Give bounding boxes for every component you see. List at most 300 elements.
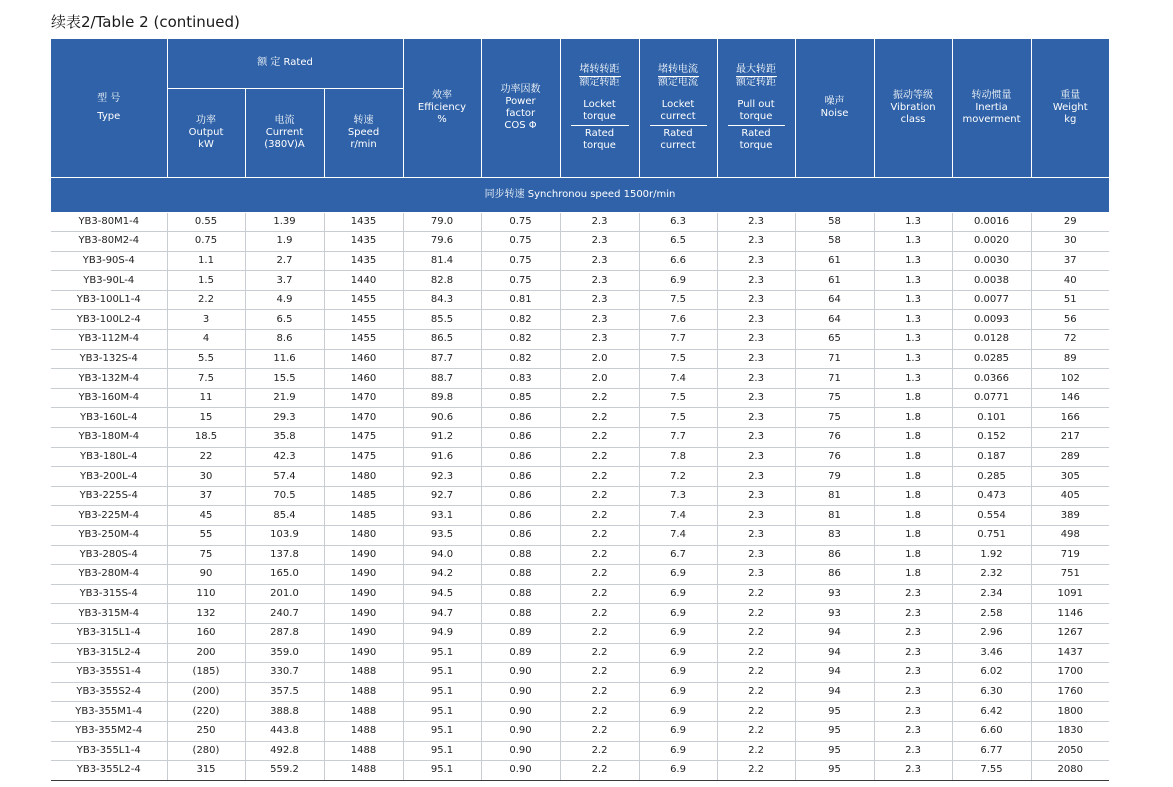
cell-max-torque: 2.2 [717,702,795,722]
table-row [51,486,1109,506]
cell-efficiency: 92.3 [403,467,481,487]
cell-max-torque: 2.3 [717,506,795,526]
cell-inertia: 3.46 [952,643,1031,663]
cell-output: 18.5 [167,428,245,448]
cell-efficiency: 95.1 [403,663,481,683]
cell-power-factor: 0.90 [481,721,560,741]
cell-inertia: 0.285 [952,467,1031,487]
cell-weight: 37 [1031,251,1109,271]
cell-vibration: 1.8 [874,526,952,546]
cell-weight: 305 [1031,467,1109,487]
cell-vibration: 1.3 [874,310,952,330]
cell-power-factor: 0.90 [481,761,560,781]
cell-vibration: 2.3 [874,643,952,663]
cell-noise: 93 [795,584,874,604]
cell-type: YB3-90S-4 [51,251,167,271]
header-noise-en: Noise [820,107,849,119]
cell-speed: 1480 [324,467,403,487]
cell-output: 1.5 [167,271,245,291]
cell-locked-current: 6.7 [639,545,717,565]
cell-output: 132 [167,604,245,624]
cell-vibration: 2.3 [874,682,952,702]
cell-current: 388.8 [245,702,324,722]
table-row [51,310,1109,330]
cell-power-factor: 0.90 [481,741,560,761]
header-rated [167,39,403,88]
cell-efficiency: 88.7 [403,369,481,389]
cell-power-factor: 0.86 [481,408,560,428]
header-pf-l3: COS Φ [504,119,537,131]
cell-efficiency: 93.5 [403,526,481,546]
cell-type: YB3-160L-4 [51,408,167,428]
cell-inertia: 1.92 [952,545,1031,565]
header-lt-bot1: Rated [571,125,629,140]
header-speed-cn: 转速 [353,114,374,126]
table-row [51,526,1109,546]
cell-locked-torque: 2.2 [560,467,639,487]
cell-current: 11.6 [245,349,324,369]
cell-efficiency: 95.1 [403,702,481,722]
cell-weight: 719 [1031,545,1109,565]
cell-type: YB3-315S-4 [51,584,167,604]
cell-output: (200) [167,682,245,702]
cell-speed: 1490 [324,643,403,663]
cell-efficiency: 82.8 [403,271,481,291]
cell-inertia: 6.42 [952,702,1031,722]
cell-type: YB3-132M-4 [51,369,167,389]
cell-power-factor: 0.90 [481,702,560,722]
header-lc-bot1: Rated [650,125,707,140]
cell-max-torque: 2.2 [717,604,795,624]
cell-type: YB3-80M1-4 [51,212,167,232]
table-row [51,330,1109,350]
cell-power-factor: 0.86 [481,447,560,467]
cell-speed: 1490 [324,604,403,624]
cell-power-factor: 0.83 [481,369,560,389]
cell-speed: 1490 [324,623,403,643]
cell-noise: 79 [795,467,874,487]
table-row [51,761,1109,781]
cell-vibration: 1.3 [874,369,952,389]
cell-max-torque: 2.3 [717,526,795,546]
cell-locked-current: 7.5 [639,388,717,408]
cell-current: 4.9 [245,290,324,310]
cell-vibration: 1.3 [874,212,952,232]
cell-weight: 51 [1031,290,1109,310]
cell-locked-current: 7.5 [639,408,717,428]
header-vib-l2: class [900,113,926,125]
table-body [51,212,1109,780]
cell-current: 1.9 [245,232,324,252]
cell-output: 7.5 [167,369,245,389]
cell-vibration: 2.3 [874,604,952,624]
header-mt-top2: torque [739,110,773,122]
cell-power-factor: 0.81 [481,290,560,310]
header-locked-torque [560,39,639,177]
cell-max-torque: 2.3 [717,467,795,487]
cell-speed: 1488 [324,682,403,702]
header-weight-l1: Weight [1052,101,1088,113]
cell-speed: 1455 [324,290,403,310]
table-row [51,251,1109,271]
cell-vibration: 1.8 [874,506,952,526]
cell-weight: 102 [1031,369,1109,389]
cell-locked-torque: 2.2 [560,702,639,722]
cell-noise: 95 [795,721,874,741]
cell-max-torque: 2.2 [717,761,795,781]
cell-max-torque: 2.3 [717,349,795,369]
cell-locked-current: 6.9 [639,623,717,643]
header-output [167,88,245,177]
cell-output: 1.1 [167,251,245,271]
cell-current: 201.0 [245,584,324,604]
cell-locked-current: 6.9 [639,761,717,781]
cell-current: 3.7 [245,271,324,291]
table-row [51,232,1109,252]
cell-current: 287.8 [245,623,324,643]
cell-vibration: 1.3 [874,251,952,271]
cell-speed: 1455 [324,330,403,350]
table-row [51,721,1109,741]
cell-weight: 389 [1031,506,1109,526]
cell-weight: 40 [1031,271,1109,291]
table-row [51,212,1109,232]
header-noise-cn: 噪声 [824,95,845,107]
cell-weight: 751 [1031,565,1109,585]
cell-output: 5.5 [167,349,245,369]
cell-output: (220) [167,702,245,722]
cell-output: 110 [167,584,245,604]
cell-power-factor: 0.85 [481,388,560,408]
cell-noise: 86 [795,565,874,585]
cell-max-torque: 2.3 [717,310,795,330]
table-row [51,467,1109,487]
table-row [51,663,1109,683]
cell-locked-current: 7.5 [639,290,717,310]
cell-weight: 1760 [1031,682,1109,702]
cell-speed: 1440 [324,271,403,291]
table-row [51,369,1109,389]
cell-type: YB3-100L2-4 [51,310,167,330]
cell-noise: 71 [795,349,874,369]
cell-weight: 146 [1031,388,1109,408]
cell-locked-torque: 2.3 [560,330,639,350]
cell-speed: 1485 [324,506,403,526]
cell-type: YB3-180M-4 [51,428,167,448]
cell-locked-current: 6.9 [639,702,717,722]
cell-locked-torque: 2.2 [560,565,639,585]
cell-speed: 1475 [324,447,403,467]
header-lt-bot2: torque [583,139,616,151]
cell-inertia: 0.0030 [952,251,1031,271]
cell-noise: 81 [795,506,874,526]
cell-power-factor: 0.82 [481,310,560,330]
cell-noise: 64 [795,290,874,310]
cell-weight: 1700 [1031,663,1109,683]
cell-max-torque: 2.3 [717,271,795,291]
cell-inertia: 6.02 [952,663,1031,683]
cell-noise: 75 [795,388,874,408]
cell-speed: 1488 [324,721,403,741]
cell-inertia: 0.0093 [952,310,1031,330]
header-max-torque [717,39,795,177]
cell-efficiency: 95.1 [403,741,481,761]
cell-efficiency: 87.7 [403,349,481,369]
cell-weight: 1146 [1031,604,1109,624]
cell-type: YB3-180L-4 [51,447,167,467]
header-lc-cn2: 额定电流 [658,76,699,88]
cell-power-factor: 0.86 [481,467,560,487]
cell-output: 75 [167,545,245,565]
cell-inertia: 6.30 [952,682,1031,702]
header-vibration [874,39,952,177]
cell-efficiency: 79.6 [403,232,481,252]
cell-inertia: 2.32 [952,565,1031,585]
header-weight [1031,39,1109,177]
cell-current: 21.9 [245,388,324,408]
header-pf-l2: factor [505,107,536,119]
cell-current: 70.5 [245,486,324,506]
table-row [51,741,1109,761]
header-speed [324,88,403,177]
cell-noise: 95 [795,741,874,761]
cell-locked-torque: 2.2 [560,682,639,702]
cell-efficiency: 92.7 [403,486,481,506]
cell-vibration: 2.3 [874,741,952,761]
cell-weight: 289 [1031,447,1109,467]
cell-type: YB3-355L2-4 [51,761,167,781]
cell-vibration: 1.8 [874,565,952,585]
cell-noise: 76 [795,447,874,467]
cell-inertia: 0.0285 [952,349,1031,369]
cell-output: (280) [167,741,245,761]
cell-efficiency: 89.8 [403,388,481,408]
cell-current: 359.0 [245,643,324,663]
cell-current: 35.8 [245,428,324,448]
cell-max-torque: 2.3 [717,232,795,252]
cell-power-factor: 0.90 [481,663,560,683]
cell-efficiency: 95.1 [403,643,481,663]
cell-locked-torque: 2.3 [560,251,639,271]
header-lc-bot2: currect [660,139,696,151]
header-lc-top1: Locket [661,98,695,110]
cell-locked-current: 7.8 [639,447,717,467]
cell-locked-torque: 2.2 [560,584,639,604]
header-lc-cn1: 堵转电流 [658,63,699,75]
cell-inertia: 7.55 [952,761,1031,781]
cell-inertia: 0.0771 [952,388,1031,408]
cell-power-factor: 0.86 [481,428,560,448]
table-row [51,506,1109,526]
cell-current: 443.8 [245,721,324,741]
cell-vibration: 2.3 [874,663,952,683]
cell-efficiency: 95.1 [403,682,481,702]
header-vib-cn: 振动等级 [893,89,934,101]
cell-max-torque: 2.3 [717,565,795,585]
cell-power-factor: 0.82 [481,349,560,369]
cell-noise: 65 [795,330,874,350]
cell-vibration: 1.8 [874,545,952,565]
cell-noise: 95 [795,761,874,781]
cell-noise: 64 [795,310,874,330]
cell-inertia: 0.152 [952,428,1031,448]
cell-current: 6.5 [245,310,324,330]
cell-type: YB3-355M2-4 [51,721,167,741]
header-output-l1: Output [188,126,224,138]
cell-locked-torque: 2.2 [560,428,639,448]
table-row [51,447,1109,467]
cell-inertia: 0.187 [952,447,1031,467]
cell-efficiency: 81.4 [403,251,481,271]
cell-power-factor: 0.89 [481,623,560,643]
table-row [51,643,1109,663]
cell-locked-current: 7.5 [639,349,717,369]
cell-locked-current: 7.3 [639,486,717,506]
cell-max-torque: 2.2 [717,584,795,604]
cell-locked-current: 7.6 [639,310,717,330]
cell-speed: 1435 [324,251,403,271]
cell-inertia: 2.58 [952,604,1031,624]
cell-locked-torque: 2.2 [560,506,639,526]
cell-power-factor: 0.88 [481,584,560,604]
cell-power-factor: 0.75 [481,271,560,291]
cell-power-factor: 0.89 [481,643,560,663]
cell-max-torque: 2.3 [717,388,795,408]
cell-noise: 76 [795,428,874,448]
cell-locked-torque: 2.2 [560,623,639,643]
cell-vibration: 2.3 [874,702,952,722]
cell-locked-current: 7.4 [639,526,717,546]
cell-vibration: 1.8 [874,388,952,408]
header-speed-l2: r/min [350,138,377,150]
cell-locked-torque: 2.2 [560,741,639,761]
cell-vibration: 2.3 [874,721,952,741]
table-row [51,565,1109,585]
cell-vibration: 2.3 [874,584,952,604]
cell-vibration: 2.3 [874,761,952,781]
cell-noise: 83 [795,526,874,546]
cell-locked-torque: 2.2 [560,408,639,428]
cell-speed: 1490 [324,565,403,585]
cell-speed: 1480 [324,526,403,546]
cell-locked-torque: 2.2 [560,388,639,408]
cell-locked-torque: 2.2 [560,761,639,781]
cell-locked-current: 6.3 [639,212,717,232]
cell-current: 357.5 [245,682,324,702]
cell-power-factor: 0.86 [481,526,560,546]
cell-weight: 1267 [1031,623,1109,643]
cell-max-torque: 2.3 [717,447,795,467]
cell-power-factor: 0.88 [481,604,560,624]
header-mt-bot2: torque [739,139,773,151]
cell-type: YB3-225S-4 [51,486,167,506]
cell-output: 160 [167,623,245,643]
header-output-cn: 功率 [196,114,216,126]
cell-noise: 58 [795,232,874,252]
cell-inertia: 0.473 [952,486,1031,506]
cell-speed: 1488 [324,702,403,722]
cell-output: (185) [167,663,245,683]
cell-power-factor: 0.86 [481,506,560,526]
cell-speed: 1460 [324,349,403,369]
header-power-factor [481,39,560,177]
cell-efficiency: 94.5 [403,584,481,604]
table-row [51,623,1109,643]
cell-noise: 75 [795,408,874,428]
header-lt-top1: Locket [583,98,616,110]
cell-speed: 1475 [324,428,403,448]
cell-current: 8.6 [245,330,324,350]
cell-efficiency: 93.1 [403,506,481,526]
cell-efficiency: 95.1 [403,721,481,741]
cell-type: YB3-315L2-4 [51,643,167,663]
header-current [245,88,324,177]
table-header [51,39,1109,212]
header-speed-l1: Speed [347,126,380,138]
cell-noise: 61 [795,271,874,291]
cell-efficiency: 85.5 [403,310,481,330]
cell-output: 0.55 [167,212,245,232]
cell-max-torque: 2.3 [717,212,795,232]
cell-vibration: 1.3 [874,330,952,350]
header-output-l2: kW [198,138,214,150]
header-mt-top1: Pull out [737,98,775,110]
header-current-l1: Current [265,126,304,138]
cell-output: 250 [167,721,245,741]
header-pf-l1: Power [505,95,536,107]
cell-locked-current: 6.9 [639,663,717,683]
cell-inertia: 0.751 [952,526,1031,546]
cell-efficiency: 94.7 [403,604,481,624]
cell-vibration: 1.8 [874,428,952,448]
cell-locked-current: 6.9 [639,271,717,291]
cell-speed: 1435 [324,232,403,252]
cell-current: 240.7 [245,604,324,624]
cell-weight: 1437 [1031,643,1109,663]
header-weight-cn: 重量 [1060,89,1081,101]
cell-speed: 1490 [324,584,403,604]
cell-inertia: 2.96 [952,623,1031,643]
cell-locked-torque: 2.2 [560,545,639,565]
cell-max-torque: 2.3 [717,290,795,310]
cell-locked-torque: 2.2 [560,663,639,683]
cell-max-torque: 2.2 [717,721,795,741]
cell-vibration: 2.3 [874,623,952,643]
table-caption: 续表2/Table 2 (continued) [51,13,240,31]
cell-locked-torque: 2.0 [560,349,639,369]
cell-output: 4 [167,330,245,350]
cell-type: YB3-355S1-4 [51,663,167,683]
cell-current: 85.4 [245,506,324,526]
cell-locked-current: 7.4 [639,506,717,526]
cell-current: 137.8 [245,545,324,565]
cell-output: 22 [167,447,245,467]
cell-efficiency: 91.2 [403,428,481,448]
cell-current: 165.0 [245,565,324,585]
cell-max-torque: 2.3 [717,330,795,350]
cell-efficiency: 94.0 [403,545,481,565]
cell-locked-torque: 2.2 [560,721,639,741]
cell-weight: 29 [1031,212,1109,232]
cell-type: YB3-112M-4 [51,330,167,350]
header-lt-top2: torque [583,110,616,122]
cell-output: 45 [167,506,245,526]
header-noise [795,39,874,177]
cell-type: YB3-355S2-4 [51,682,167,702]
cell-type: YB3-100L1-4 [51,290,167,310]
cell-current: 2.7 [245,251,324,271]
cell-efficiency: 79.0 [403,212,481,232]
